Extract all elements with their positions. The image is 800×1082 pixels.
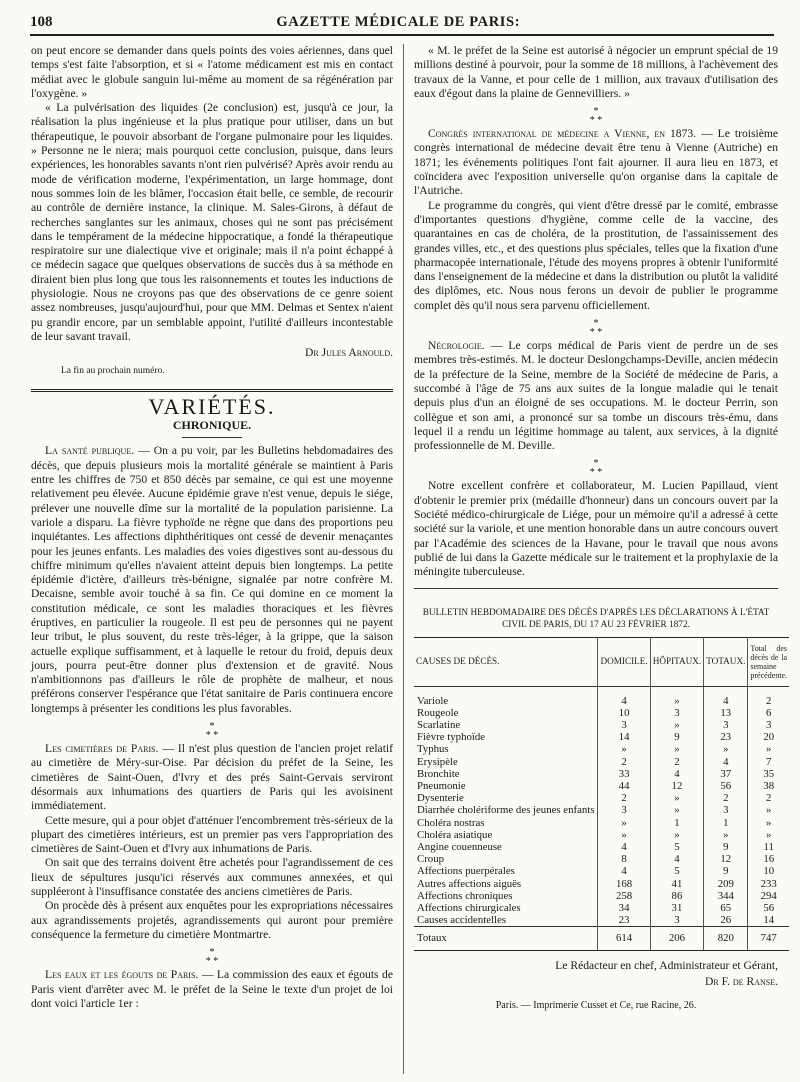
value-cell: 3 (650, 707, 704, 719)
asterism: * * * (589, 318, 603, 339)
value-cell: 3 (598, 804, 650, 816)
article-congres (414, 127, 778, 198)
cause-cell: Causes accidentelles (417, 914, 507, 927)
value-cell: 3 (748, 719, 789, 731)
cause-cell: Erysipèle (417, 755, 458, 768)
value-cell: 16 (748, 853, 789, 865)
cause-cell: Typhus (417, 743, 449, 756)
totals-row (414, 927, 789, 950)
value-cell: » (704, 743, 748, 755)
value-cell: 34 (598, 902, 650, 914)
value-cell: 2 (650, 756, 704, 768)
table-body (414, 686, 789, 950)
value-cell: 41 (650, 878, 704, 890)
value-cell: 4 (598, 865, 650, 877)
table-row (414, 865, 789, 877)
table-row (414, 792, 789, 804)
cause-cell: Choléra nostras (417, 816, 485, 829)
value-cell: » (650, 829, 704, 841)
value-cell: » (650, 792, 704, 804)
value-cell: » (598, 817, 650, 829)
value-cell: 614 (598, 927, 650, 950)
table-header-row (414, 637, 789, 686)
value-cell: 747 (748, 927, 789, 950)
continuation-note: La fin au prochain numéro. (61, 365, 165, 376)
table-row (414, 841, 789, 853)
subsection-title: CHRONIQUE. (172, 418, 252, 433)
table-row (414, 768, 789, 780)
cause-cell: Croup (417, 853, 444, 866)
cause-cell: Variole (417, 694, 449, 707)
cause-cell: Angine couenneuse (417, 840, 502, 853)
value-cell: » (650, 743, 704, 755)
table-row (414, 853, 789, 865)
short-rule (182, 437, 242, 438)
value-cell: 9 (650, 731, 704, 743)
asterism: * * * (589, 458, 603, 479)
cause-cell: Diarrhée cholériforme des jeunes enfants (417, 804, 595, 817)
printer-line: Paris. — Imprimerie Cusset et Ce, rue Racine, 26. (495, 1000, 697, 1012)
table-row (414, 686, 789, 707)
paragraph: On sait que des terrains doivent être achetés pour l'agrandissement de ces lieux de sépultures jusqu'ici réservés aux communes annexées, et qui suppléeront à l'insuffisance constatée des anciens cimetières de Paris. (31, 856, 393, 899)
article-heading: Congrès international de médecine a Vienne, en 1873. (428, 127, 697, 141)
value-cell: 11 (748, 841, 789, 853)
value-cell: » (650, 686, 704, 707)
section-rule (31, 389, 393, 392)
value-cell: 233 (748, 878, 789, 890)
asterism: * * * (205, 721, 219, 742)
value-cell: 168 (598, 878, 650, 890)
value-cell: 4 (650, 853, 704, 865)
value-cell: 14 (748, 914, 789, 927)
article-heading: La santé publique. (45, 444, 135, 458)
value-cell: 12 (704, 853, 748, 865)
value-cell: 33 (598, 768, 650, 780)
value-cell: » (650, 804, 704, 816)
mortality-table (414, 637, 789, 951)
value-cell: 5 (650, 841, 704, 853)
value-cell: 65 (704, 902, 748, 914)
value-cell: 10 (748, 865, 789, 877)
article-heading: Les eaux et les égouts de Paris. (45, 968, 199, 982)
bulletin-title: BULLETIN HEBDOMADAIRE DES DÉCÈS D'APRÈS LES DÉCLARATIONS À L'ÉTAT CIVIL DE PARIS, DU 17 AU 23 FÉVRIER 1872. (422, 607, 770, 630)
value-cell: 86 (650, 890, 704, 902)
table-row (414, 890, 789, 902)
cause-cell: Bronchite (417, 767, 460, 780)
value-cell: 37 (704, 768, 748, 780)
paragraph: On procède dès à présent aux enquêtes pour les expropriations nécessaires aux agrandissements projetés, agrandissements qui auront pour première conséquence la fermeture du cimetière Montmartre. (31, 899, 393, 941)
cause-cell: Affections puerpérales (417, 865, 515, 878)
column-header: CAUSES DE DÉCÈS. (414, 637, 598, 686)
value-cell: 7 (748, 756, 789, 768)
value-cell: 820 (704, 927, 748, 950)
value-cell: » (748, 817, 789, 829)
value-cell: 2 (748, 686, 789, 707)
column-header: HÔPITAUX. (650, 637, 704, 686)
table-row (414, 902, 789, 914)
left-column (31, 44, 393, 1074)
paragraph: Le programme du congrès, qui vient d'être dressé par le comité, embrasse d'importantes questions d'hygiène, comme celle de la vaccine, des quarantaines en cas de choléra, de la prostitution, de l'assainissement des grandes villes, etc., et des questions plus spéciales, telles que la fixation d'une pharmacopée internationale, l'étude des moyens propres à obtenir l'uniformité dans l'enseignement de la médecine et dans la distribution ou plutôt la validité des diplômes, etc. Nous nous ferons un devoir de publier le programme complet dès qu'il nous sera parvenu officiellement. (414, 198, 778, 312)
column-divider (403, 44, 404, 1074)
value-cell: 3 (704, 804, 748, 816)
value-cell: 4 (704, 756, 748, 768)
journal-title: GAZETTE MÉDICALE DE PARIS: (276, 13, 521, 30)
value-cell: » (704, 829, 748, 841)
value-cell: 9 (704, 865, 748, 877)
article-papillaud: Notre excellent confrère et collaborateur, M. Lucien Papillaud, vient d'obtenir le premier prix (médaille d'honneur) dans un concours ouvert par la Société médico-chirurgicale de Liége, pour un mémoire qu'il a adressé à cette société sur la variole, et une mention honorable dans un autre concours ouvert par l'Académie des sciences de la Havane, pour le travail que nous avons publié de lui dans la Gazette médicale sur le traitement et la prophylaxie de la méningite tuberculeuse. (414, 479, 778, 579)
value-cell: 14 (598, 731, 650, 743)
value-cell: » (598, 743, 650, 755)
value-cell: 9 (704, 841, 748, 853)
article-heading: Nécrologie. (428, 339, 485, 353)
table-row (414, 756, 789, 768)
table-row (414, 817, 789, 829)
table-row (414, 707, 789, 719)
article-text: — Le troisième congrès international de médecine devait être tenu à Vienne (Autriche) en 1871; les événements politiques l'ont fait ajourner. Il aura lieu en 1873, et coïncidera avec l'exposition universelle qu'on organise dans la capitale de l'Autriche. (414, 127, 779, 198)
paragraph: Cette mesure, qui a pour objet d'atténuer l'encombrement très-sérieux de la plupart des cimetières intérieurs, est un premier pas vers l'appropriation des cimetières de Saint-Ouen et d'Ivry aux inhumations de Paris. (31, 813, 393, 856)
value-cell: 35 (748, 768, 789, 780)
cause-cell: Affections chroniques (417, 889, 513, 902)
article-necrologie (414, 339, 778, 453)
value-cell: 209 (704, 878, 748, 890)
table-row (414, 804, 789, 816)
table-row (414, 731, 789, 743)
table-row (414, 780, 789, 792)
cause-cell: Autres affections aiguës (417, 877, 522, 890)
value-cell: 56 (704, 780, 748, 792)
value-cell: 38 (748, 780, 789, 792)
value-cell: 3 (650, 914, 704, 927)
article-text: — Le corps médical de Paris vient de perdre un de ses membres très-estimés. M. le docteur Deslongchamps-Deville, ancien médecin de la préfecture de la Seine, membre de la Société de médecine de Paris, a succombé à l'âge de 75 ans aux suites de la longue maladie qui le tenait depuis plus d'un an éloigné de ses occupations. M. le docteur Perrin, son collègue et son ami, a prononcé sur sa tombe un discours très-ému, dans lequel il a rendu un légitime hommage au talent, aux services, à la dignité professionnelle de M. Deville. (414, 339, 778, 453)
value-cell: 23 (704, 731, 748, 743)
cause-cell: Pneumonie (417, 779, 466, 792)
author-signature: Dr Jules Arnould. (305, 346, 393, 360)
section-rule (414, 588, 778, 589)
cause-cell: Choléra asiatique (417, 828, 493, 841)
value-cell: 8 (598, 853, 650, 865)
section-title: VARIÉTÉS. (148, 393, 276, 419)
article-text: — La commission des eaux et égouts de Paris vient d'arrêter avec M. le préfet de la Seine le texte d'un projet de loi dont voici l'article 1er : (31, 968, 393, 1010)
asterism: * * * (589, 106, 603, 127)
table-row (414, 878, 789, 890)
page-number: 108 (30, 13, 53, 30)
value-cell: » (748, 743, 789, 755)
value-cell: 2 (598, 756, 650, 768)
table-row (414, 914, 789, 927)
value-cell: 10 (598, 707, 650, 719)
value-cell: 56 (748, 902, 789, 914)
article-eaux (31, 968, 393, 1011)
value-cell: 20 (748, 731, 789, 743)
cause-cell: Scarlatine (417, 718, 461, 731)
article-cimetieres (31, 742, 393, 813)
cause-cell: Rougeole (417, 706, 459, 719)
value-cell: 6 (748, 707, 789, 719)
value-cell: 44 (598, 780, 650, 792)
paragraph: « M. le préfet de la Seine est autorisé à négocier un emprunt spécial de 19 millions destiné à pourvoir, pour la somme de 18 millions, à l'achèvement des travaux de la Vanne, et pour celle de 1 million, aux travaux d'utilisation des eaux d'égout dans la plaine de Gennevilliers. » (414, 44, 778, 100)
cause-cell: Dysenterie (417, 792, 464, 805)
value-cell: 2 (748, 792, 789, 804)
table-row (414, 719, 789, 731)
value-cell: » (650, 719, 704, 731)
value-cell: 4 (704, 686, 748, 707)
editor-credit: Le Rédacteur en chef, Administrateur et Gérant, (555, 958, 778, 972)
article-sante (31, 444, 393, 716)
cause-cell: Fièvre typhoïde (417, 731, 486, 744)
value-cell: 5 (650, 865, 704, 877)
value-cell: 31 (650, 902, 704, 914)
article-text: — On a pu voir, par les Bulletins hebdomadaires des décès, que depuis plusieurs mois la mortalité générale se maintient à Paris entre les chiffres de 750 et 850 décès par semaine, ce qui est une moyenne relativement peu élevée. Aucune épidémie grave n'est venue, depuis le siége, prélever une nouvelle dîme sur la mortalité de la population parisienne. La variole a disparu. La fièvre typhoïde ne règne que dans des proportions peu inquiétantes. Les affections diphthéritiques ont cessé de devenir menaçantes pour les jeunes enfants. Les maladies des voies digestives sont au-dessous du chiffre minimum qu'elles n'avaient atteint depuis bien longtemps. La petite épidémie d'ictère, d'ailleurs très-bénigne, signalée par notre confrère M. Decaisne, semble avoir touché à sa fin. Ce qui domine en ce moment la constitution médicale, ce sont les maladies thoraciques et les fièvres éruptives, en particulier la rougeole. Il est peu de personnes qui ne payent leur tribut, le plus souvent, du reste très-léger, à la grippe, que la saison actuelle explique suffisamment, et à laquelle le retour du froid, depuis deux jours, pourra peut-être donner plus d'extension et de gravité. Nous n'ambitionnons pas d'ailleurs le rôle de prophète de malheur, et nous préférons conserver l'espérance que l'état sanitaire de Paris continuera encore longtemps à présenter les conditions les plus favorables. (31, 444, 393, 715)
value-cell: » (748, 829, 789, 841)
editor-name: Dr F. de Ranse. (704, 974, 778, 988)
column-header: Total des décès de la semaine précédente. (748, 637, 789, 686)
value-cell: 4 (650, 768, 704, 780)
cause-cell: Affections chirurgicales (417, 901, 521, 914)
column-header: DOMICILE. (598, 637, 650, 686)
value-cell: 4 (598, 841, 650, 853)
asterism: * * * (205, 947, 219, 968)
article-heading: Les cimetières de Paris. (45, 742, 159, 756)
value-cell: 294 (748, 890, 789, 902)
value-cell: 3 (598, 719, 650, 731)
value-cell: 1 (704, 817, 748, 829)
value-cell: 1 (650, 817, 704, 829)
value-cell: 13 (704, 707, 748, 719)
value-cell: 4 (598, 686, 650, 707)
value-cell: 344 (704, 890, 748, 902)
column-header: TOTAUX. (704, 637, 748, 686)
value-cell: 23 (598, 914, 650, 927)
value-cell: 26 (704, 914, 748, 927)
value-cell: 206 (650, 927, 704, 950)
cause-cell: Totaux (414, 927, 598, 950)
value-cell: 3 (704, 719, 748, 731)
table-row (414, 743, 789, 755)
right-column (414, 44, 788, 1074)
value-cell: » (598, 829, 650, 841)
value-cell: 12 (650, 780, 704, 792)
page-header (30, 10, 774, 36)
paragraph: « La pulvérisation des liquides (2e conclusion) est, jusqu'à ce jour, la réalisation la plus ingénieuse et la plus pratique pour utiliser, dans un but thérapeutique, le pouvoir absorbant de l'organe pulmonaire pour les liquides. » Personne ne le niera; mais pourquoi cette conclusion, puisque, dans leurs expériences, les honorables savants n'ont rien pulvérisé? Après avoir rendu au mode de vérification moderne, l'expérimentation, un large hommage, dont nous sommes loin de les blâmer, l'occasion était belle, ce semble, de recourir au contrôle de dernière instance, la clinique. M. Sales-Girons, à défaut de recherches sanglantes sur les animaux, choses qui ne sont pas précisément dans le tempérament de la médecine hippocratique, a fondé la thérapeutique respiratoire sur une dialectique vive et originale; mais il n'a point échappé à ce médecin sagace que quelques observations de succès dus à sa méthode en diraient bien plus long que tous les raisonnements et toutes les inductions de physiologie. Nous ne croyons pas que des observations de ce genre soient assez nombreuses, jusqu'aujourd'hui, pour que MM. Delmas et Sentex n'aient pu grandir encore, par un semblable appoint, l'utilité d'ailleurs incontestable de leur savant travail. (31, 101, 393, 343)
table-row (414, 829, 789, 841)
value-cell: 2 (704, 792, 748, 804)
value-cell: 258 (598, 890, 650, 902)
value-cell: » (748, 804, 789, 816)
article-text: — Il n'est plus question de l'ancien projet relatif au cimetière de Méry-sur-Oise. Par décision du préfet de la Seine, les cimetières de Saint-Ouen, d'Ivry et des prés Saint-Gervais serviront désormais aux inhumations des quartiers de Paris qui les avoisinent immédiatement. (31, 742, 393, 813)
value-cell: 2 (598, 792, 650, 804)
paragraph: on peut encore se demander dans quels points des voies aériennes, dans quel temps s'est faite l'absorption, et si « l'atome médicament est mis en contact médiat avec le globule sanguin lui-même au moment de sa régénération par l'oxygène. » (31, 44, 393, 100)
